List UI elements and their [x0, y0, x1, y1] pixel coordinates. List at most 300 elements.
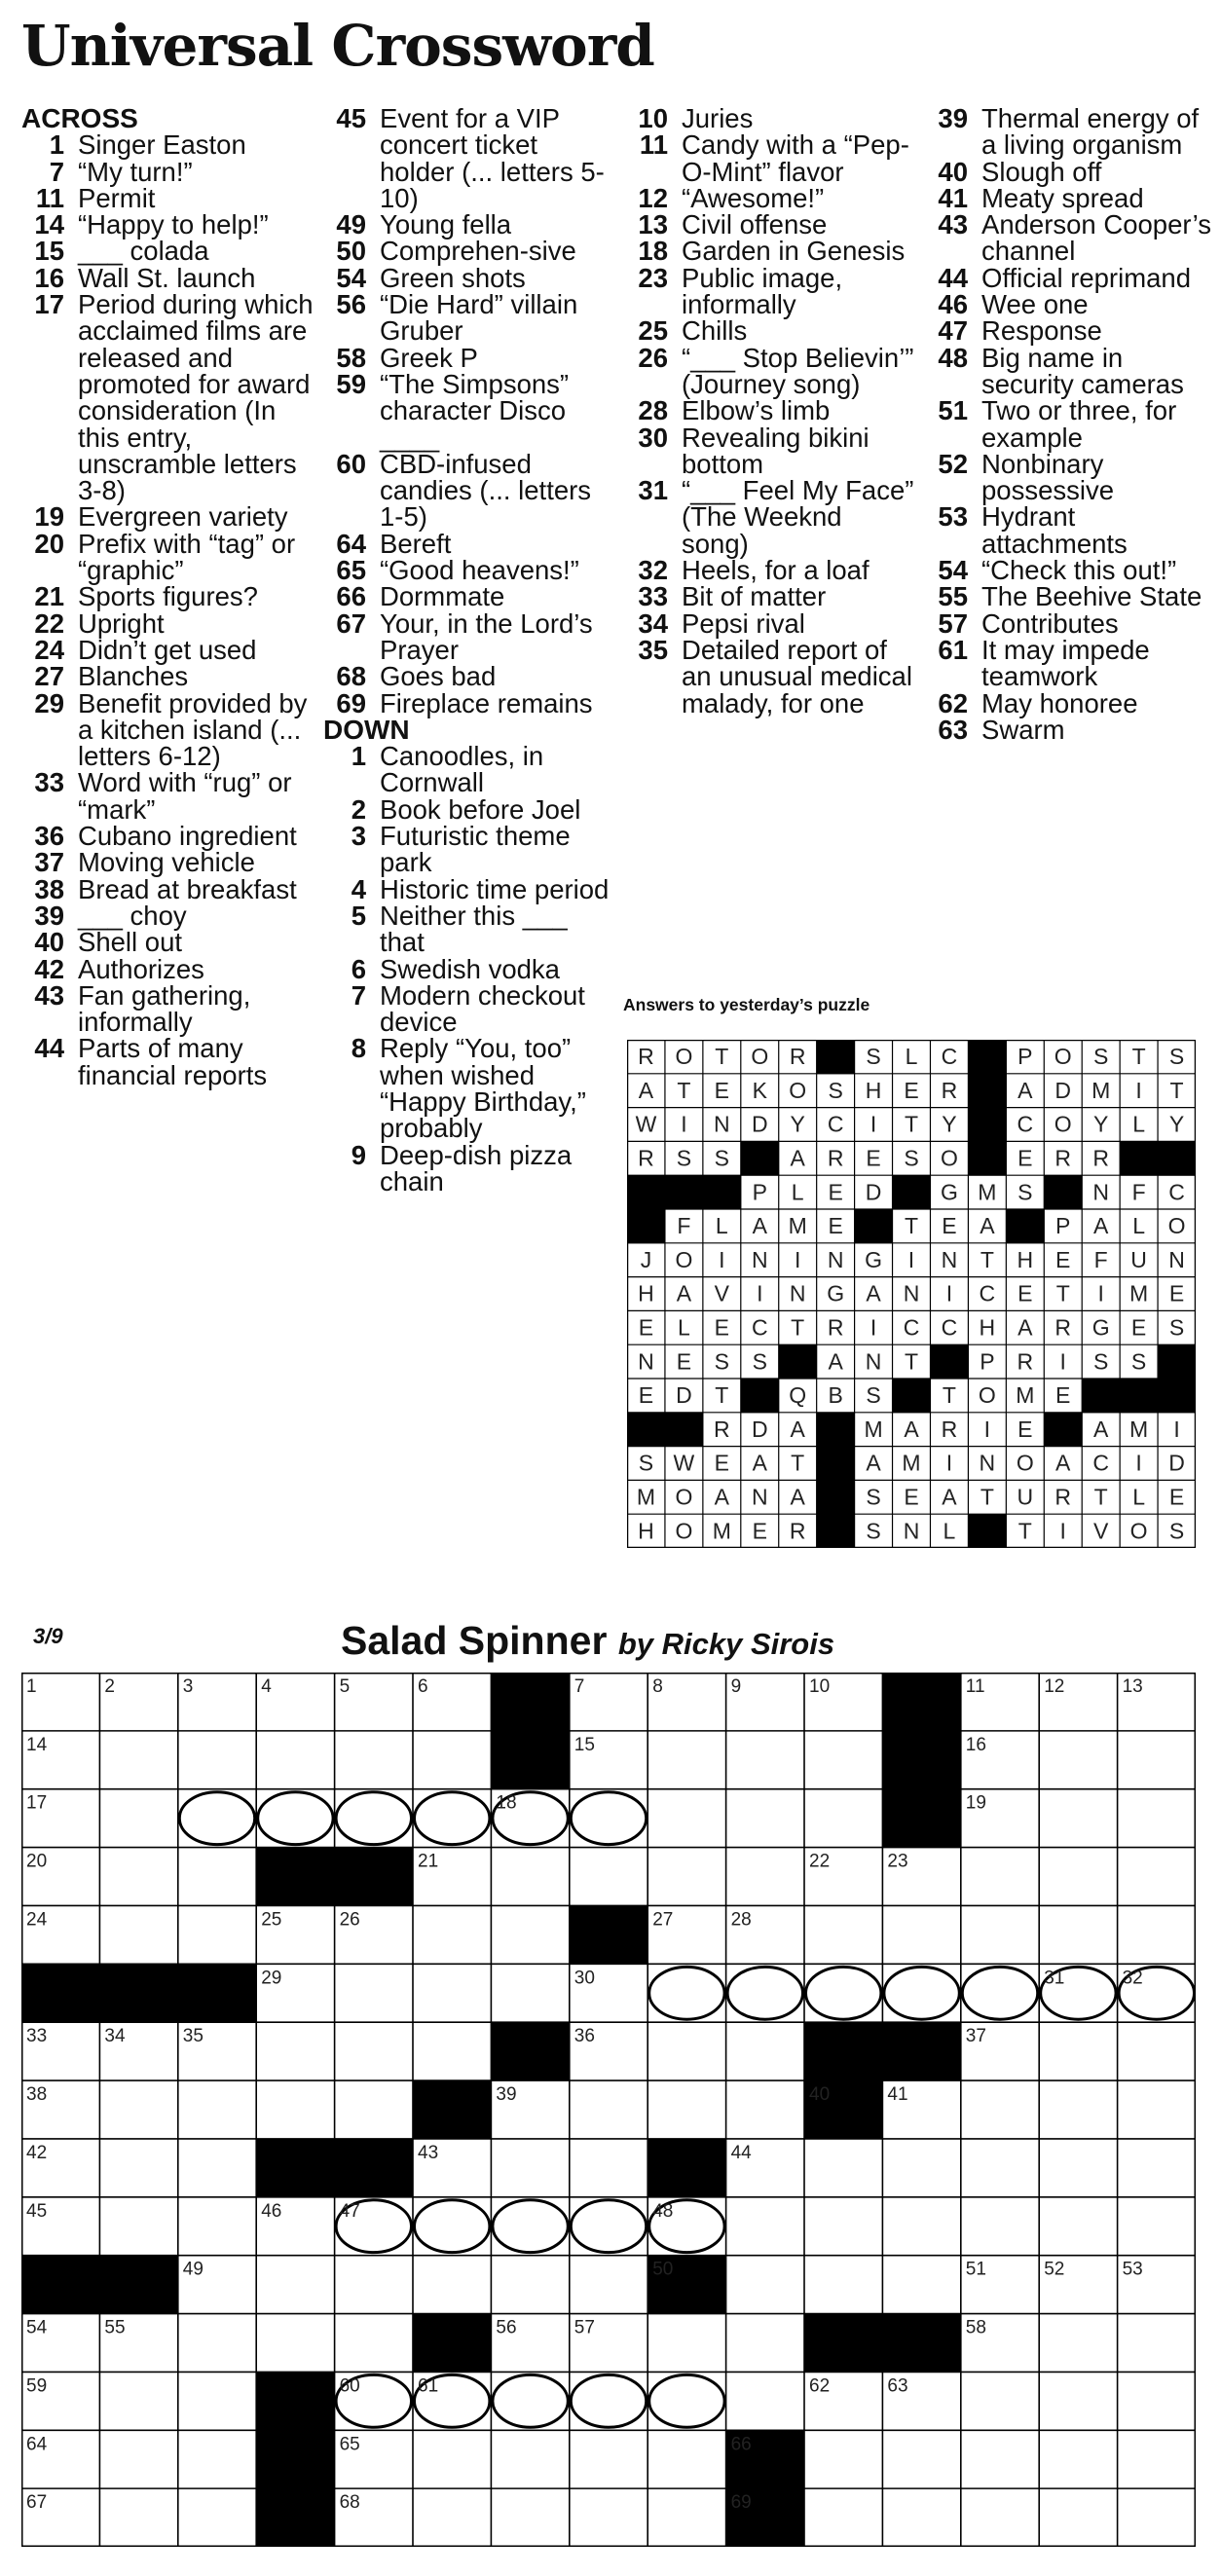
- clue-across-20[interactable]: [21, 528, 314, 586]
- clue-across-64[interactable]: [323, 528, 615, 559]
- grid-cell-11-8[interactable]: [648, 2314, 725, 2373]
- grid-cell-1-5[interactable]: [413, 1731, 491, 1789]
- clue-number: 67: [336, 607, 366, 639]
- grid-cell-13-1[interactable]: [99, 2430, 177, 2488]
- clue-across-50[interactable]: [323, 236, 615, 267]
- grid-cell-3-2[interactable]: [178, 1848, 256, 1906]
- answer-letter: T: [1018, 1518, 1032, 1544]
- clue-number: 50: [336, 236, 366, 267]
- answer-letter: M: [788, 1213, 807, 1239]
- clue-across-68[interactable]: [323, 661, 615, 692]
- grid-cell-10-10[interactable]: [804, 2256, 882, 2314]
- clue-down-9[interactable]: [323, 1139, 615, 1196]
- answer-letter: I: [681, 1111, 687, 1137]
- grid-cell-13-10[interactable]: [804, 2430, 882, 2488]
- grid-cell-6-5[interactable]: [413, 2022, 491, 2080]
- answer-letter: I: [945, 1450, 953, 1476]
- grid-cell-9-14[interactable]: [1118, 2197, 1196, 2256]
- grid-cell-13-11[interactable]: [882, 2430, 960, 2488]
- clue-across-66[interactable]: [323, 581, 615, 612]
- grid-cell-2-2[interactable]: [178, 1789, 256, 1848]
- clue-down-54[interactable]: [925, 555, 1217, 586]
- grid-cell-2-5[interactable]: [413, 1789, 491, 1848]
- grid-cell-1-4[interactable]: [335, 1731, 413, 1789]
- grid-cell-10-7[interactable]: [570, 2256, 648, 2314]
- answer-letter: I: [1135, 1450, 1142, 1476]
- grid-cell-12-12[interactable]: [961, 2372, 1039, 2430]
- answer-letter: P: [752, 1179, 767, 1205]
- answer-letter: N: [789, 1280, 806, 1306]
- grid-cell-3-7[interactable]: [570, 1848, 648, 1906]
- answer-letter: N: [1168, 1246, 1185, 1272]
- grid-cell-14-14[interactable]: [1118, 2488, 1196, 2547]
- grid-cell-2-7[interactable]: [570, 1789, 648, 1848]
- black-square: [893, 1175, 931, 1209]
- answer-letter: P: [1055, 1213, 1071, 1239]
- clue-down-48[interactable]: [925, 342, 1217, 399]
- clue-number: 66: [336, 581, 366, 612]
- black-square: [256, 2488, 335, 2547]
- grid-cell-9-12[interactable]: [961, 2197, 1039, 2256]
- clue-down-11[interactable]: [625, 131, 915, 185]
- grid-number: 49: [182, 2259, 204, 2280]
- grid-cell-5-12[interactable]: [961, 1964, 1039, 2022]
- clue-text: “Die Hard” villain Gruber: [380, 289, 578, 347]
- clue-down-43[interactable]: [925, 211, 1217, 265]
- clue-text: Moving vehicle: [78, 847, 255, 878]
- grid-cell-4-13[interactable]: [1039, 1905, 1117, 1964]
- clue-across-45[interactable]: [323, 105, 615, 211]
- clue-down-40[interactable]: [925, 156, 1217, 187]
- grid-cell-1-9[interactable]: [726, 1731, 804, 1789]
- answer-letter: E: [714, 1450, 730, 1476]
- clue-down-35[interactable]: [625, 634, 915, 718]
- answer-letter: S: [866, 1484, 881, 1510]
- grid-cell-2-8[interactable]: [648, 1789, 725, 1848]
- clue-text: Big name in security cameras: [981, 342, 1184, 399]
- grid-cell-4-14[interactable]: [1118, 1905, 1196, 1964]
- grid-cell-7-14[interactable]: [1118, 2080, 1196, 2139]
- grid-cell-14-2[interactable]: [178, 2488, 256, 2547]
- grid-cell-8-12[interactable]: [961, 2139, 1039, 2197]
- grid-cell-10-6[interactable]: [491, 2256, 569, 2314]
- grid-cell-12-2[interactable]: [178, 2372, 256, 2430]
- grid-cell-4-12[interactable]: [961, 1905, 1039, 1964]
- grid-cell-12-13[interactable]: [1039, 2372, 1117, 2430]
- grid-cell-13-14[interactable]: [1118, 2430, 1196, 2488]
- clue-text: Meaty spread: [981, 182, 1144, 213]
- clue-number: 3: [351, 821, 366, 852]
- clue-down-52[interactable]: [925, 448, 1217, 506]
- grid-cell-1-8[interactable]: [648, 1731, 725, 1789]
- clue-down-13[interactable]: [625, 211, 915, 238]
- clue-number: 29: [34, 687, 64, 718]
- grid-cell-11-13[interactable]: [1039, 2314, 1117, 2373]
- answer-letter: F: [1131, 1179, 1146, 1205]
- grid-cell-7-2[interactable]: [178, 2080, 256, 2139]
- answer-letter: R: [1017, 1348, 1034, 1375]
- answer-letter: C: [827, 1111, 844, 1137]
- clue-across-39[interactable]: [21, 902, 314, 929]
- answer-letter: O: [675, 1044, 693, 1070]
- grid-cell-5-6[interactable]: [491, 1964, 569, 2022]
- grid-cell-8-14[interactable]: [1118, 2139, 1196, 2197]
- clue-across-15[interactable]: [21, 236, 314, 267]
- grid-cell-7-13[interactable]: [1039, 2080, 1117, 2139]
- clue-across-21[interactable]: [21, 581, 314, 612]
- grid-cell-13-2[interactable]: [178, 2430, 256, 2488]
- clue-down-39[interactable]: [925, 105, 1217, 159]
- clue-down-44[interactable]: [925, 262, 1217, 293]
- clue-text: Dormmate: [380, 581, 505, 612]
- grid-cell-4-10[interactable]: [804, 1905, 882, 1964]
- clue-across-19[interactable]: [21, 501, 314, 533]
- grid-cell-4-2[interactable]: [178, 1905, 256, 1964]
- clue-down-47[interactable]: [925, 315, 1217, 347]
- grid-cell-14-11[interactable]: [882, 2488, 960, 2547]
- grid-cell-7-3[interactable]: [256, 2080, 334, 2139]
- clue-across-29[interactable]: [21, 687, 314, 772]
- clue-down-10[interactable]: [625, 105, 915, 131]
- grid-cell-7-1[interactable]: [99, 2080, 177, 2139]
- clue-down-23[interactable]: [625, 262, 915, 320]
- black-square: [627, 1413, 665, 1447]
- grid-cell-6-13[interactable]: [1039, 2022, 1117, 2080]
- answer-letter: A: [790, 1145, 805, 1171]
- grid-cell-7-9[interactable]: [726, 2080, 804, 2139]
- clue-down-63[interactable]: [925, 714, 1217, 745]
- clue-down-5[interactable]: [323, 902, 615, 956]
- grid-cell-4-11[interactable]: [882, 1905, 960, 1964]
- grid-number: 42: [26, 2142, 48, 2163]
- grid-cell-10-4[interactable]: [335, 2256, 413, 2314]
- clue-across-24[interactable]: [21, 634, 314, 665]
- grid-cell-11-9[interactable]: [726, 2314, 804, 2373]
- clue-text: Reply “You, too” when wished “Happy Birthday,” probably: [380, 1033, 586, 1144]
- answer-letter: L: [1132, 1484, 1145, 1510]
- answer-letter: N: [751, 1484, 768, 1510]
- grid-cell-4-1[interactable]: [99, 1905, 177, 1964]
- clue-text: Wall St. launch: [78, 262, 256, 293]
- clue-across-37[interactable]: [21, 847, 314, 878]
- grid-number: 17: [26, 1792, 48, 1814]
- grid-number: 57: [574, 2317, 595, 2338]
- grid-cell-2-14[interactable]: [1118, 1789, 1196, 1848]
- clue-down-7[interactable]: [323, 979, 615, 1038]
- grid-cell-5-5[interactable]: [413, 1964, 491, 2022]
- answer-letter: S: [1168, 1518, 1185, 1544]
- grid-cell-12-7[interactable]: [570, 2372, 648, 2430]
- grid-number: 10: [809, 1676, 831, 1697]
- clue-across-27[interactable]: [21, 661, 314, 692]
- answer-letter: N: [903, 1518, 920, 1544]
- clue-text: Response: [981, 315, 1102, 347]
- grid-cell-2-10[interactable]: [804, 1789, 882, 1848]
- grid-cell-12-14[interactable]: [1118, 2372, 1196, 2430]
- grid-cell-5-10[interactable]: [804, 1964, 882, 2022]
- grid-cell-5-9[interactable]: [726, 1964, 804, 2022]
- grid-cell-12-8[interactable]: [648, 2372, 725, 2430]
- clue-number: 8: [351, 1033, 366, 1064]
- clue-down-33[interactable]: [625, 581, 915, 612]
- clue-number: 51: [938, 395, 968, 426]
- clue-down-6[interactable]: [323, 953, 615, 984]
- clue-across-7[interactable]: [21, 156, 314, 187]
- grid-cell-9-6[interactable]: [491, 2197, 569, 2256]
- grid-cell-9-2[interactable]: [178, 2197, 256, 2256]
- grid-cell-10-11[interactable]: [882, 2256, 960, 2314]
- grid-cell-8-2[interactable]: [178, 2139, 256, 2197]
- clue-down-55[interactable]: [925, 581, 1217, 612]
- clue-text: Fan gathering, informally: [78, 979, 251, 1038]
- grid-cell-6-4[interactable]: [335, 2022, 413, 2080]
- answer-letter: U: [1130, 1246, 1147, 1272]
- grid-cell-13-8[interactable]: [648, 2430, 725, 2488]
- black-square: [741, 1141, 779, 1175]
- clue-down-30[interactable]: [625, 424, 915, 478]
- clue-down-41[interactable]: [925, 182, 1217, 213]
- clue-down-62[interactable]: [925, 687, 1217, 718]
- grid-cell-8-1[interactable]: [99, 2139, 177, 2197]
- grid-cell-7-12[interactable]: [961, 2080, 1039, 2139]
- grid-cell-3-14[interactable]: [1118, 1848, 1196, 1906]
- grid-cell-14-12[interactable]: [961, 2488, 1039, 2547]
- grid-cell-13-5[interactable]: [413, 2430, 491, 2488]
- answer-letter: C: [1168, 1179, 1185, 1205]
- clue-text: Sports figures?: [78, 581, 258, 612]
- grid-cell-3-12[interactable]: [961, 1848, 1039, 1906]
- clue-across-17[interactable]: [21, 289, 314, 506]
- answer-letter: E: [828, 1179, 843, 1205]
- clue-down-46[interactable]: [925, 289, 1217, 320]
- grid-cell-1-14[interactable]: [1118, 1731, 1196, 1789]
- grid-cell-9-5[interactable]: [413, 2197, 491, 2256]
- grid-cell-12-6[interactable]: [491, 2372, 569, 2430]
- clue-down-53[interactable]: [925, 503, 1217, 557]
- clue-down-51[interactable]: [925, 397, 1217, 451]
- grid-cell-13-12[interactable]: [961, 2430, 1039, 2488]
- clue-across-60[interactable]: [323, 448, 615, 533]
- clue-down-61[interactable]: [925, 634, 1217, 692]
- grid-cell-9-1[interactable]: [99, 2197, 177, 2256]
- answer-letter: I: [1135, 1077, 1142, 1103]
- grid-cell-2-13[interactable]: [1039, 1789, 1117, 1848]
- grid-cell-1-13[interactable]: [1039, 1731, 1117, 1789]
- grid-cell-7-4[interactable]: [335, 2080, 413, 2139]
- crossword-grid[interactable]: [21, 1673, 1196, 2547]
- clue-down-1[interactable]: [323, 743, 615, 796]
- clue-across-65[interactable]: [323, 555, 615, 586]
- answer-letter: S: [1092, 1044, 1109, 1070]
- grid-number: 23: [887, 1851, 908, 1872]
- grid-cell-4-6[interactable]: [491, 1905, 569, 1964]
- grid-cell-7-8[interactable]: [648, 2080, 725, 2139]
- clue-across-42[interactable]: [21, 953, 314, 984]
- clue-across-43[interactable]: [21, 979, 314, 1038]
- grid-cell-9-10[interactable]: [804, 2197, 882, 2256]
- grid-cell-10-9[interactable]: [726, 2256, 804, 2314]
- grid-cell-11-2[interactable]: [178, 2314, 256, 2373]
- clue-across-49[interactable]: [323, 211, 615, 238]
- grid-cell-6-8[interactable]: [648, 2022, 725, 2080]
- clue-text: “The Simpsons” character Disco ____: [380, 368, 570, 453]
- grid-cell-9-13[interactable]: [1039, 2197, 1117, 2256]
- grid-cell-6-14[interactable]: [1118, 2022, 1196, 2080]
- clue-down-2[interactable]: [323, 793, 615, 825]
- grid-cell-14-13[interactable]: [1039, 2488, 1117, 2547]
- clue-across-33[interactable]: [21, 769, 314, 823]
- grid-cell-5-8[interactable]: [648, 1964, 725, 2022]
- clue-across-16[interactable]: [21, 262, 314, 293]
- clue-number: 16: [34, 262, 64, 293]
- answer-letter: T: [904, 1111, 919, 1137]
- grid-cell-1-10[interactable]: [804, 1731, 882, 1789]
- clue-number: 40: [938, 156, 968, 187]
- clue-down-8[interactable]: [323, 1033, 615, 1144]
- grid-cell-1-3[interactable]: [256, 1731, 334, 1789]
- answer-letter: E: [1168, 1484, 1185, 1510]
- grid-cell-2-9[interactable]: [726, 1789, 804, 1848]
- clue-text: Juries: [682, 103, 754, 133]
- grid-cell-13-7[interactable]: [570, 2430, 648, 2488]
- grid-cell-8-10[interactable]: [804, 2139, 882, 2197]
- grid-cell-6-3[interactable]: [256, 2022, 334, 2080]
- grid-cell-13-13[interactable]: [1039, 2430, 1117, 2488]
- clue-across-40[interactable]: [21, 927, 314, 958]
- clue-across-22[interactable]: [21, 607, 314, 639]
- black-square: [99, 2256, 178, 2314]
- grid-cell-11-14[interactable]: [1118, 2314, 1196, 2373]
- grid-cell-3-13[interactable]: [1039, 1848, 1117, 1906]
- grid-cell-9-11[interactable]: [882, 2197, 960, 2256]
- black-square: [968, 1141, 1006, 1175]
- clue-text: It may impede teamwork: [981, 634, 1150, 692]
- answer-letter: O: [675, 1518, 693, 1544]
- clue-across-54[interactable]: [323, 262, 615, 293]
- grid-cell-10-3[interactable]: [256, 2256, 334, 2314]
- clue-across-11[interactable]: [21, 182, 314, 213]
- clue-text: Candy with a “Pep-O-Mint” flavor: [682, 129, 909, 187]
- answer-letter: E: [1018, 1280, 1033, 1306]
- clue-down-34[interactable]: [625, 607, 915, 639]
- clue-across-58[interactable]: [323, 342, 615, 373]
- clue-down-3[interactable]: [323, 823, 615, 876]
- grid-cell-14-10[interactable]: [804, 2488, 882, 2547]
- clue-number: 27: [34, 661, 64, 692]
- grid-number: 24: [26, 1909, 48, 1931]
- grid-cell-2-4[interactable]: [335, 1789, 413, 1848]
- clue-down-32[interactable]: [625, 555, 915, 586]
- grid-cell-8-6[interactable]: [491, 2139, 569, 2197]
- clue-text: “___ Stop Believin’” (Journey song): [682, 342, 914, 399]
- clue-across-44[interactable]: [21, 1035, 314, 1088]
- clue-column-3: [625, 105, 915, 717]
- black-square: [855, 1209, 893, 1243]
- black-square: [627, 1175, 665, 1209]
- clue-down-31[interactable]: [625, 477, 915, 557]
- grid-cell-13-6[interactable]: [491, 2430, 569, 2488]
- black-square: [817, 1447, 855, 1481]
- clue-across-69[interactable]: [323, 687, 615, 718]
- grid-cell-12-1[interactable]: [99, 2372, 177, 2430]
- grid-number: 52: [1044, 2259, 1065, 2280]
- grid-number: 39: [496, 2084, 517, 2106]
- grid-cell-2-1[interactable]: [99, 1789, 177, 1848]
- grid-cell-14-5[interactable]: [413, 2488, 491, 2547]
- clue-across-56[interactable]: [323, 291, 615, 345]
- clue-across-38[interactable]: [21, 873, 314, 904]
- grid-cell-9-9[interactable]: [726, 2197, 804, 2256]
- grid-cell-6-9[interactable]: [726, 2022, 804, 2080]
- clue-down-4[interactable]: [323, 873, 615, 904]
- grid-cell-14-7[interactable]: [570, 2488, 648, 2547]
- clue-down-25[interactable]: [625, 315, 915, 347]
- answer-letter: L: [715, 1213, 728, 1239]
- clue-down-57[interactable]: [925, 607, 1217, 639]
- grid-cell-5-4[interactable]: [335, 1964, 413, 2022]
- clue-across-1[interactable]: [21, 129, 314, 161]
- answer-letter: C: [941, 1314, 958, 1341]
- clue-down-26[interactable]: [625, 342, 915, 399]
- grid-cell-14-1[interactable]: [99, 2488, 177, 2547]
- clue-across-36[interactable]: [21, 821, 314, 852]
- black-square: [968, 1108, 1006, 1142]
- clue-text: Civil offense: [682, 209, 828, 240]
- clue-number: 7: [351, 979, 366, 1011]
- black-square: [256, 1848, 335, 1906]
- clue-across-14[interactable]: [21, 211, 314, 238]
- black-square: [648, 2139, 726, 2197]
- grid-number: 27: [652, 1909, 674, 1931]
- grid-cell-9-7[interactable]: [570, 2197, 648, 2256]
- clue-down-12[interactable]: [625, 182, 915, 213]
- grid-cell-3-1[interactable]: [99, 1848, 177, 1906]
- grid-cell-1-2[interactable]: [178, 1731, 256, 1789]
- answer-letter: A: [1018, 1314, 1033, 1341]
- grid-cell-3-8[interactable]: [648, 1848, 725, 1906]
- clue-down-18[interactable]: [625, 236, 915, 267]
- grid-cell-3-9[interactable]: [726, 1848, 804, 1906]
- clue-text: Pepsi rival: [682, 607, 805, 639]
- grid-cell-1-1[interactable]: [99, 1731, 177, 1789]
- grid-cell-7-7[interactable]: [570, 2080, 648, 2139]
- grid-number: 54: [26, 2317, 48, 2338]
- clue-across-59[interactable]: [323, 368, 615, 453]
- grid-cell-14-8[interactable]: [648, 2488, 725, 2547]
- answer-letter: C: [1017, 1111, 1034, 1137]
- answer-letter: Y: [1168, 1111, 1185, 1137]
- grid-cell-11-3[interactable]: [256, 2314, 334, 2373]
- clue-text: “Happy to help!”: [78, 209, 269, 240]
- clue-down-28[interactable]: [625, 395, 915, 426]
- grid-cell-14-6[interactable]: [491, 2488, 569, 2547]
- grid-number: 14: [26, 1734, 48, 1755]
- grid-cell-11-4[interactable]: [335, 2314, 413, 2373]
- grid-cell-8-11[interactable]: [882, 2139, 960, 2197]
- grid-cell-12-9[interactable]: [726, 2372, 804, 2430]
- clue-across-67[interactable]: [323, 607, 615, 665]
- grid-cell-10-5[interactable]: [413, 2256, 491, 2314]
- grid-cell-8-13[interactable]: [1039, 2139, 1117, 2197]
- grid-cell-3-6[interactable]: [491, 1848, 569, 1906]
- answer-letter: H: [865, 1077, 882, 1103]
- clue-text: Blanches: [78, 661, 189, 692]
- grid-cell-8-7[interactable]: [570, 2139, 648, 2197]
- grid-cell-4-5[interactable]: [413, 1905, 491, 1964]
- grid-cell-2-3[interactable]: [256, 1789, 334, 1848]
- grid-cell-5-11[interactable]: [882, 1964, 960, 2022]
- black-square: [1082, 1379, 1120, 1413]
